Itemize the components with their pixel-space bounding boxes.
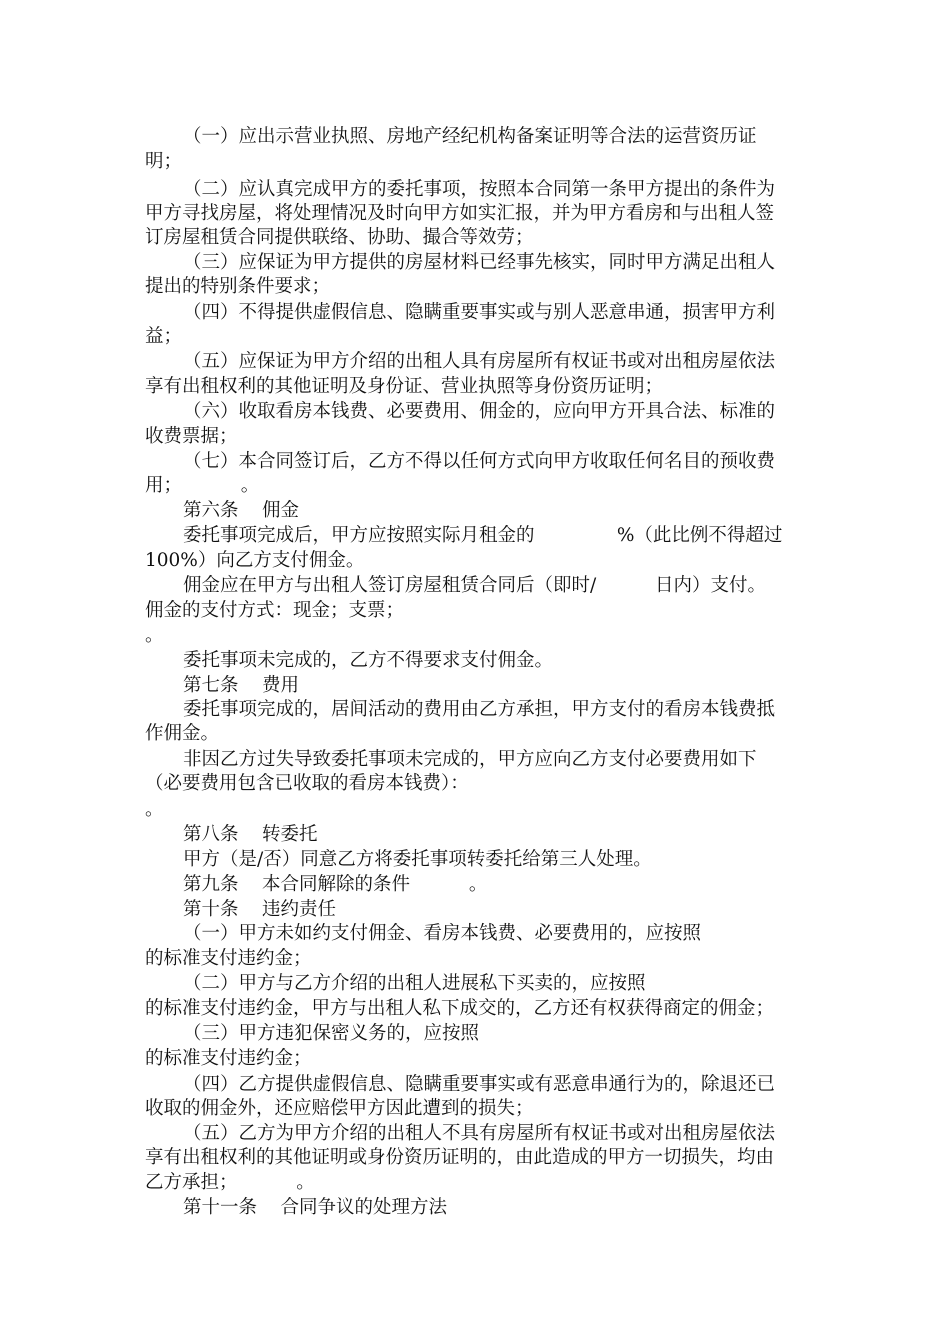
text-line: 委托事项未完成的，乙方不得要求支付佣金。 bbox=[183, 650, 554, 671]
text-line: （七）本合同签订后，乙方不得以任何方式向甲方收取任何名目的预收费 bbox=[183, 451, 776, 472]
text-line: 甲方寻找房屋，将处理情况及时向甲方如实汇报，并为甲方看房和与出租人签 bbox=[145, 203, 775, 224]
text-line: 订房屋租赁合同提供联络、协助、撮合等效劳； bbox=[145, 227, 534, 248]
text-line: 作佣金。 bbox=[145, 723, 220, 744]
text-line: 佣金应在甲方与出租人签订房屋租赁合同后（即时/ 日内）支付。 bbox=[183, 575, 767, 596]
text-line: （一）甲方未如约支付佣金、看房本钱费、必要费用的，应按照 bbox=[183, 923, 702, 944]
text-line: 的标准支付违约金； bbox=[145, 1048, 312, 1069]
section-heading: 第九条 本合同解除的条件 。 bbox=[183, 874, 488, 895]
text-line: （四）不得提供虚假信息、隐瞒重要事实或与别人恶意串通，损害甲方利 bbox=[183, 302, 776, 323]
text-line: 的标准支付违约金，甲方与出租人私下成交的，乙方还有权获得商定的佣金； bbox=[145, 998, 775, 1019]
text-line: （二）甲方与乙方介绍的出租人进展私下买卖的，应按照 bbox=[183, 973, 646, 994]
text-line: 明； bbox=[145, 151, 183, 172]
section-heading: 第十一条 合同争议的处理方法 bbox=[183, 1197, 448, 1218]
text-line: 委托事项完成后，甲方应按照实际月租金的 %（此比例不得超过 bbox=[183, 525, 783, 546]
text-line: 收费票据； bbox=[145, 426, 238, 447]
text-line: 益； bbox=[145, 326, 183, 347]
text-line: 。 bbox=[145, 625, 164, 646]
text-line: （二）应认真完成甲方的委托事项，按照本合同第一条甲方提出的条件为 bbox=[183, 179, 776, 200]
text-line: （五）应保证为甲方介绍的出租人具有房屋所有权证书或对出租房屋依法 bbox=[183, 351, 776, 372]
text-line: 100%）向乙方支付佣金。 bbox=[145, 550, 365, 571]
text-line: （四）乙方提供虚假信息、隐瞒重要事实或有恶意串通行为的，除退还已 bbox=[183, 1074, 776, 1095]
text-line: 享有出租权利的其他证明及身份证、营业执照等身份资历证明； bbox=[145, 376, 664, 397]
text-line: （必要费用包含已收取的看房本钱费）： bbox=[145, 773, 469, 794]
text-line: 甲方（是/否）同意乙方将委托事项转委托给第三人处理。 bbox=[183, 849, 652, 870]
text-line: 非因乙方过失导致委托事项未完成的，甲方应向乙方支付必要费用如下 bbox=[183, 749, 757, 770]
section-heading: 第七条 费用 bbox=[183, 675, 300, 696]
text-line: （三）应保证为甲方提供的房屋材料已经事先核实，同时甲方满足出租人 bbox=[183, 252, 776, 273]
section-heading: 第十条 违约责任 bbox=[183, 899, 337, 920]
text-line: （六）收取看房本钱费、必要费用、佣金的，应向甲方开具合法、标准的 bbox=[183, 401, 776, 422]
text-line: 用； 。 bbox=[145, 475, 260, 496]
text-line: 。 bbox=[145, 799, 164, 820]
text-line: 的标准支付违约金； bbox=[145, 948, 312, 969]
text-line: 佣金的支付方式：现金；支票； bbox=[145, 600, 405, 621]
section-heading: 第六条 佣金 bbox=[183, 500, 300, 521]
text-line: 收取的佣金外，还应赔偿甲方因此遭到的损失； bbox=[145, 1098, 534, 1119]
text-line: （三）甲方违犯保密义务的，应按照 bbox=[183, 1023, 480, 1044]
text-line: 享有出租权利的其他证明或身份资历证明的，由此造成的甲方一切损失，均由 bbox=[145, 1147, 775, 1168]
text-line: 乙方承担； 。 bbox=[145, 1172, 315, 1193]
text-line: （五）乙方为甲方介绍的出租人不具有房屋所有权证书或对出租房屋依法 bbox=[183, 1123, 776, 1144]
text-line: 委托事项完成的，居间活动的费用由乙方承担，甲方支付的看房本钱费抵 bbox=[183, 699, 776, 720]
section-heading: 第八条 转委托 bbox=[183, 824, 318, 845]
text-line: （一）应出示营业执照、房地产经纪机构备案证明等合法的运营资历证 bbox=[183, 126, 757, 147]
text-line: 提出的特别条件要求； bbox=[145, 276, 331, 297]
